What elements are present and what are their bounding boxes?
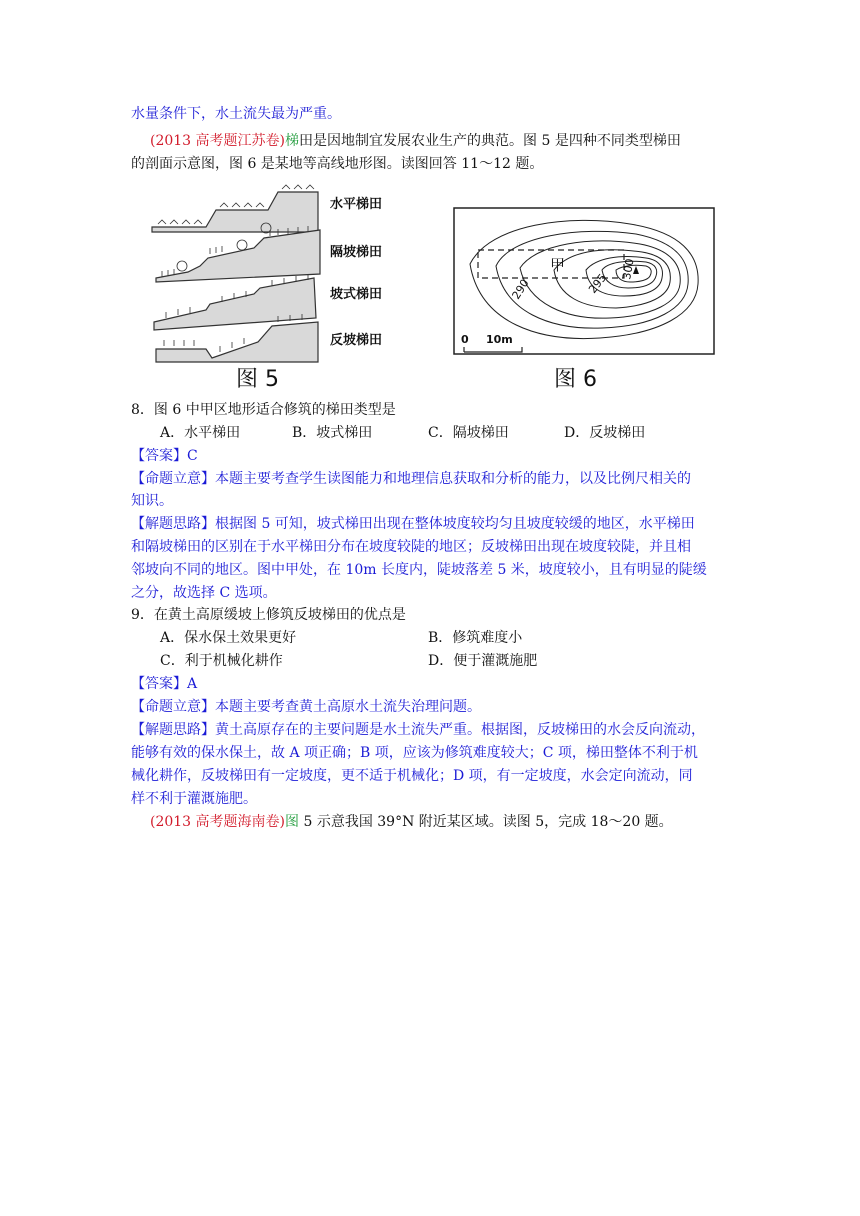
q9-option-d: D．便于灌溉施肥 [428,653,538,669]
region-label-jia: 甲 [550,256,566,274]
next-intro-text: 5 示意我国 39°N 附近某区域。读图 5，完成 18～20 题。 [299,814,673,830]
highlight-char-2: 图 [285,814,300,830]
q8-intent-cont: 知识。 [131,493,173,509]
q8-option-a: A．水平梯田 [160,425,241,441]
q9-solve-1: 【解题思路】黄土高原存在的主要问题是水土流失严重。根据图，反坡梯田的水会反向流动， [131,722,705,738]
q9-option-a: A．保水保土效果更好 [160,630,297,646]
highlight-char: 梯 [285,133,300,149]
q9-solve-4: 样不利于灌溉施肥。 [131,791,257,807]
contour-label-295: 295 [586,271,610,296]
q9-solve-2: 能够有效的保水保土，故 A 项正确；B 项，应该为修筑难度较大；C 项，梯田整体不利于机 [131,745,698,761]
q8-answer: 【答案】C [131,448,198,464]
contour-label-300: 300 [620,257,637,281]
figure-6-contour-map [450,204,720,390]
figure-5-terrace-profiles [148,182,408,394]
q8-option-b: B．坡式梯田 [292,425,373,441]
q8-solve-2: 和隔坡梯田的区别在于水平梯田分布在坡度较陡的地区；反坡梯田出现在坡度较陡，并且相 [131,539,691,555]
q8-solve-3: 邻坡向不同的地区。图中甲处，在 10m 长度内，陡坡落差 5 米，坡度较小，且有明显的陡缓 [131,562,707,578]
q8-intent: 【命题立意】本题主要考查学生读图能力和地理信息获取和分析的能力，以及比例尺相关的 [131,471,691,487]
fig5-label-2: 坡式梯田 [330,287,383,302]
intro-text: 田是因地制宜发展农业生产的典范。图 5 是四种不同类型梯田 [299,133,681,149]
text-line-3: 的剖面示意图，图 6 是某地等高线地形图。读图回答 11～12 题。 [131,156,544,172]
fig5-label-3: 反坡梯田 [330,333,383,348]
q9-answer: 【答案】A [131,676,198,692]
q8-option-c: C．隔坡梯田 [428,425,509,441]
scale-length: 10m [486,333,513,346]
q9-option-c: C．利于机械化耕作 [160,653,283,669]
q9-solve-3: 械化耕作，反坡梯田有一定坡度，更不适于机械化；D 项，有一定坡度，水会定向流动，同 [131,768,693,784]
fig5-label-0: 水平梯田 [330,197,383,212]
q8-solve-4: 之分，故选择 C 选项。 [131,585,277,601]
text-line-2 [150,131,681,151]
scale-zero: 0 [461,333,469,346]
text-line-1: 水量条件下，水土流失最为严重。 [131,106,341,122]
q8-solve-1: 【解题思路】根据图 5 可知，坡式梯田出现在整体坡度较均匀且坡度较缓的地区，水平梯田 [131,516,695,532]
fig6-caption: 图 6 [554,367,597,390]
q9-intent: 【命题立意】本题主要考查黄土高原水土流失治理问题。 [131,699,481,715]
fig5-label-1: 隔坡梯田 [330,245,383,260]
next-question-intro [150,812,673,832]
source-tag-2: (2013 高考题海南卷) [150,814,286,830]
contour-label-290: 290 [509,276,532,302]
q9-option-b: B．修筑难度小 [428,630,523,646]
fig5-caption: 图 5 [236,367,279,392]
q9-stem: 9．在黄土高原缓坡上修筑反坡梯田的优点是 [131,607,406,623]
q8-stem: 8．图 6 中甲区地形适合修筑的梯田类型是 [131,402,396,418]
q8-option-d: D．反坡梯田 [564,425,646,441]
source-tag: (2013 高考题江苏卷) [150,133,286,149]
